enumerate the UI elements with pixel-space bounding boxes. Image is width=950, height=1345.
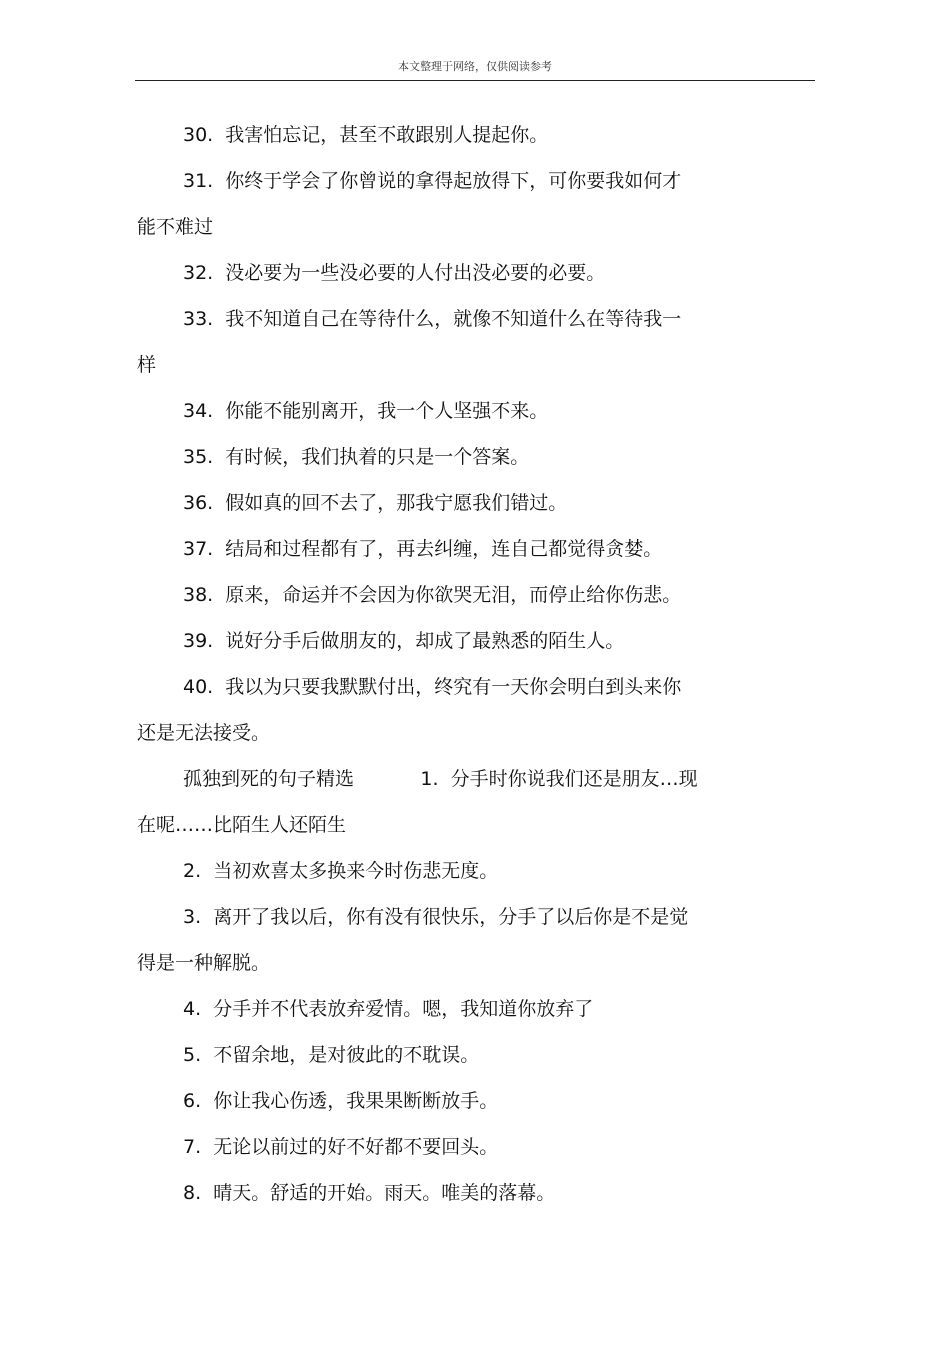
paragraph-continuation-line: 在呢……比陌生人还陌生 xyxy=(137,814,347,836)
document-body xyxy=(137,112,787,1216)
paragraph-line: 30. 我害怕忘记，甚至不敢跟别人提起你。 xyxy=(183,124,549,146)
page-header: 本文整理于网络，仅供阅读参考 xyxy=(398,60,552,73)
paragraph-line: 40. 我以为只要我默默付出，终究有一天你会明白到头来你 xyxy=(183,676,682,698)
paragraph-line: 31. 你终于学会了你曾说的拿得起放得下，可你要我如何才 xyxy=(183,170,682,192)
paragraph-line: 35. 有时候，我们执着的只是一个答案。 xyxy=(183,446,530,468)
header-divider xyxy=(135,80,815,81)
paragraph-continuation-line: 能不难过 xyxy=(137,216,214,238)
paragraph-line: 7. 无论以前过的好不好都不要回头。 xyxy=(183,1136,499,1158)
paragraph-line: 8. 晴天。舒适的开始。雨天。唯美的落幕。 xyxy=(183,1182,556,1204)
paragraph-line: 39. 说好分手后做朋友的，却成了最熟悉的陌生人。 xyxy=(183,630,625,652)
paragraph-line: 5. 不留余地，是对彼此的不耽误。 xyxy=(183,1044,480,1066)
paragraph-line: 孤独到死的句子精选 1. 分手时你说我们还是朋友…现 xyxy=(183,768,698,790)
paragraph-line: 6. 你让我心伤透，我果果断断放手。 xyxy=(183,1090,499,1112)
paragraph-continuation-line: 样 xyxy=(137,354,157,376)
paragraph-continuation-line: 还是无法接受。 xyxy=(137,722,271,744)
paragraph-line: 37. 结局和过程都有了，再去纠缠，连自己都觉得贪婪。 xyxy=(183,538,663,560)
paragraph-line: 32. 没必要为一些没必要的人付出没必要的必要。 xyxy=(183,262,606,284)
paragraph-line: 3. 离开了我以后，你有没有很快乐，分手了以后你是不是觉 xyxy=(183,906,689,928)
paragraph-line: 36. 假如真的回不去了，那我宁愿我们错过。 xyxy=(183,492,568,514)
paragraph-line: 34. 你能不能别离开，我一个人坚强不来。 xyxy=(183,400,549,422)
paragraph-line: 33. 我不知道自己在等待什么，就像不知道什么在等待我一 xyxy=(183,308,682,330)
paragraph-line: 38. 原来，命运并不会因为你欲哭无泪，而停止给你伤悲。 xyxy=(183,584,682,606)
paragraph-continuation-line: 得是一种解脱。 xyxy=(137,952,271,974)
paragraph-line: 4. 分手并不代表放弃爱情。嗯，我知道你放弃了 xyxy=(183,998,594,1020)
paragraph-line: 2. 当初欢喜太多换来今时伤悲无度。 xyxy=(183,860,499,882)
